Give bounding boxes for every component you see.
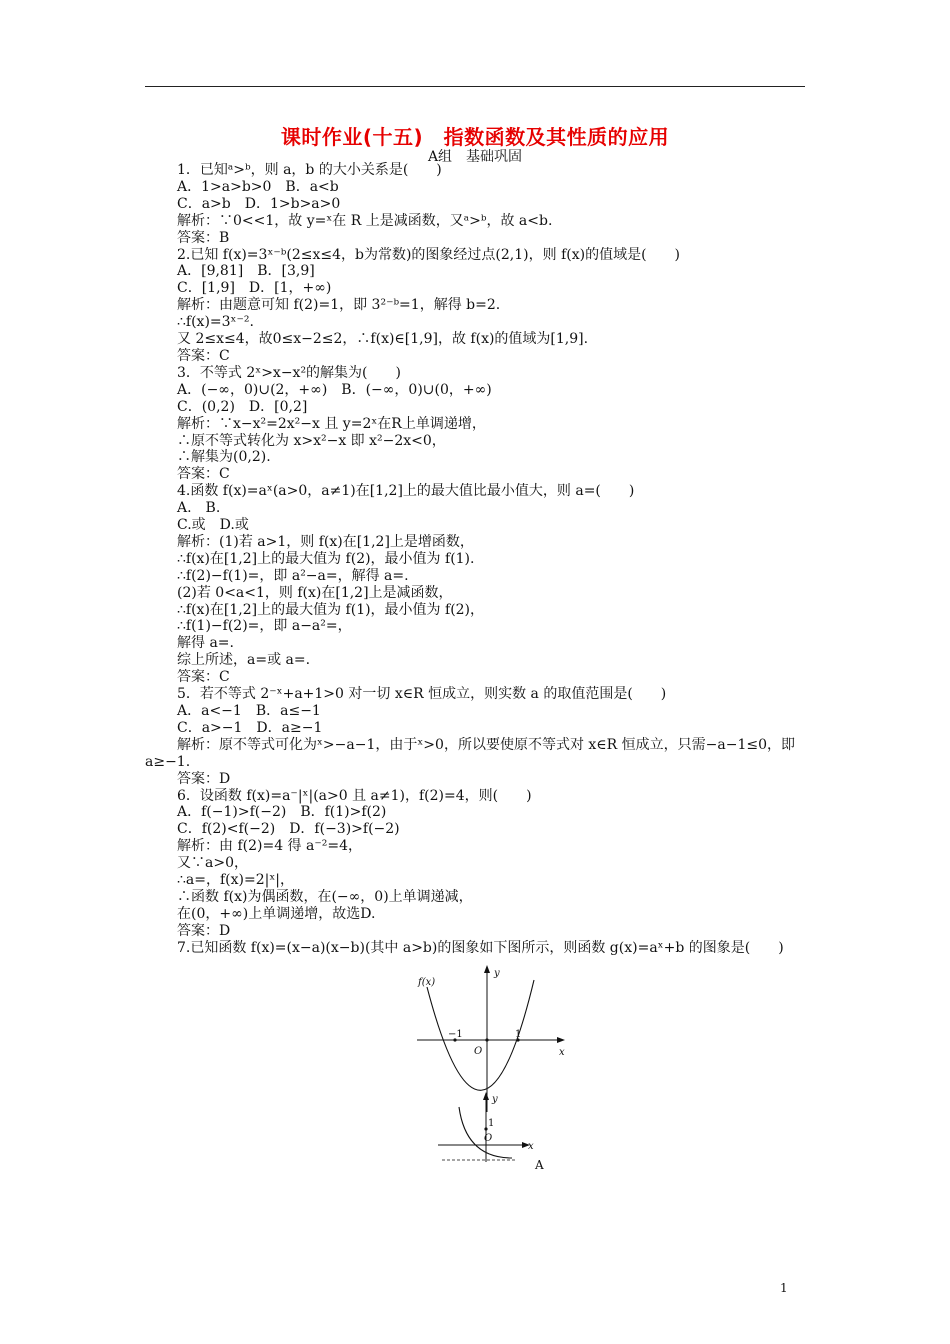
graph1-point-origin bbox=[485, 1038, 488, 1041]
figure-graphs bbox=[412, 962, 572, 1182]
text-line: 在(0，+∞)上单调递增，故选D. bbox=[177, 905, 376, 922]
text-line: A．(−∞，0)∪(2，+∞) B．(−∞，0)∪(0，+∞) bbox=[177, 381, 492, 398]
text-line: 答案：B bbox=[177, 229, 230, 246]
text-line: 答案：D bbox=[177, 922, 231, 939]
page-title: 课时作业(十五) 指数函数及其性质的应用 bbox=[280, 125, 670, 149]
graph2-x-label: x bbox=[528, 1141, 534, 1152]
graph1-fn-label: f(x) bbox=[418, 977, 436, 988]
document-body bbox=[145, 162, 805, 957]
text-line: 解析：原不等式可化为ˣ>−a−1，由于ˣ>0，所以要使原不等式对 x∈R 恒成立，只需−a−1≤0，即 a≥−1. bbox=[145, 736, 796, 770]
graph1-one-label: 1 bbox=[515, 1029, 522, 1040]
text-line: 综上所述，a=或 a=. bbox=[177, 652, 311, 669]
graph2-option-label: A bbox=[535, 1158, 544, 1172]
page-number: 1 bbox=[780, 1281, 788, 1295]
graph1-y-label: y bbox=[494, 968, 500, 979]
header-rule bbox=[145, 86, 805, 87]
text-line: ∴f(1)−f(2)=，即 a−a²=， bbox=[177, 618, 352, 635]
text-line: C.或 D.或 bbox=[177, 517, 249, 534]
text-line: C．[1,9] D．[1，+∞) bbox=[177, 280, 332, 297]
graph2-origin-label: O bbox=[484, 1133, 493, 1144]
text-line: C．(0,2) D．[0,2] bbox=[177, 398, 308, 415]
text-line: A．1>a>b>0 B．a<b bbox=[177, 178, 339, 195]
text-line: 解析：∵0<<1，故 y=ˣ在 R 上是减函数，又ᵃ>ᵇ，故 a<b. bbox=[177, 212, 553, 229]
section-subtitle: A组 基础巩固 bbox=[427, 149, 523, 165]
text-line: 5．若不等式 2⁻ˣ+a+1>0 对一切 x∈R 恒成立，则实数 a 的取值范围是( ) bbox=[177, 686, 667, 703]
text-line: ∴f(x)=3ˣ⁻². bbox=[177, 314, 254, 331]
function-graphs bbox=[412, 962, 572, 1182]
text-line: A．f(−1)>f(−2) B．f(1)>f(2) bbox=[177, 804, 387, 821]
text-line: ∴解集为(0,2). bbox=[177, 449, 271, 466]
text-line: 7.已知函数 f(x)=(x−a)(x−b)(其中 a>b)的图象如下图所示，则函数 g(x)=aˣ+b 的图象是( ) bbox=[177, 939, 784, 956]
text-line: 又∵a>0， bbox=[177, 855, 248, 872]
text-line: (2)若 0<a<1，则 f(x)在[1,2]上是减函数， bbox=[177, 584, 453, 601]
graph1-y-arrow-icon bbox=[484, 965, 490, 973]
text-line: A．a<−1 B．a≤−1 bbox=[177, 703, 321, 719]
text-line: A. B. bbox=[177, 500, 221, 517]
graph1-origin-label: O bbox=[474, 1046, 483, 1057]
text-line: ∴f(x)在[1,2]上的最大值为 f(2)，最小值为 f(1). bbox=[177, 550, 475, 567]
text-line: 解得 a=. bbox=[177, 635, 234, 652]
text-line: 答案：C bbox=[177, 347, 230, 364]
text-line: 解析：由题意可知 f(2)=1，即 3²⁻ᵇ=1，解得 b=2. bbox=[177, 297, 501, 314]
text-line: 4.函数 f(x)=aˣ(a>0，a≠1)在[1,2]上的最大值比最小值大，则 a=( ) bbox=[177, 483, 635, 500]
text-line: 答案：C bbox=[177, 669, 230, 686]
text-line: 2.已知 f(x)=3ˣ⁻ᵇ(2≤x≤4，b为常数)的图象经过点(2,1)，则 f(x)的值域是( ) bbox=[177, 246, 680, 263]
text-line: C．a>−1 D．a≥−1 bbox=[177, 719, 323, 736]
text-line: 6．设函数 f(x)=a⁻|ˣ|(a>0 且 a≠1)，f(2)=4，则( ) bbox=[177, 787, 532, 804]
graph2-one-label: 1 bbox=[488, 1118, 495, 1129]
text-line: ∴f(x)在[1,2]上的最大值为 f(1)，最小值为 f(2)， bbox=[177, 601, 485, 618]
text-line: 答案：C bbox=[177, 466, 230, 483]
text-line: ∴函数 f(x)为偶函数，在(−∞，0)上单调递减， bbox=[177, 888, 473, 905]
text-line: C．a>b D．1>b>a>0 bbox=[177, 195, 341, 212]
text-line: 解析：由 f(2)=4 得 a⁻²=4， bbox=[177, 838, 362, 855]
text-line: 又 2≤x≤4，故0≤x−2≤2，∴f(x)∈[1,9]，故 f(x)的值域为[1,9]. bbox=[177, 331, 589, 348]
text-line: 解析：∵x−x²=2x²−x 且 y=2ˣ在R上单调递增， bbox=[177, 415, 486, 432]
graph2-y-arrow-icon bbox=[483, 1092, 489, 1100]
graph1-x-label: x bbox=[559, 1047, 565, 1058]
text-line: C．f(2)<f(−2) D．f(−3)>f(−2) bbox=[177, 821, 400, 838]
text-line: ∴f(2)−f(1)=，即 a²−a=，解得 a=. bbox=[177, 567, 409, 584]
graph1-neg-one-label: −1 bbox=[448, 1029, 463, 1040]
text-line: 1．已知ᵃ>ᵇ，则 a，b 的大小关系是( ) bbox=[177, 162, 442, 178]
graph1-x-arrow-icon bbox=[557, 1037, 565, 1043]
text-line: ∴原不等式转化为 x>x²−x 即 x²−2x<0， bbox=[177, 432, 446, 449]
text-line: A．[9,81] B．[3,9] bbox=[177, 263, 315, 280]
text-line: 答案：D bbox=[177, 770, 231, 787]
text-line: ∴a=，f(x)=2|ˣ|， bbox=[177, 872, 294, 889]
text-line: 3．不等式 2ˣ>x−x²的解集为( ) bbox=[177, 364, 401, 381]
graph2-y-label: y bbox=[492, 1094, 498, 1105]
text-line: 解析：(1)若 a>1，则 f(x)在[1,2]上是增函数， bbox=[177, 533, 474, 550]
